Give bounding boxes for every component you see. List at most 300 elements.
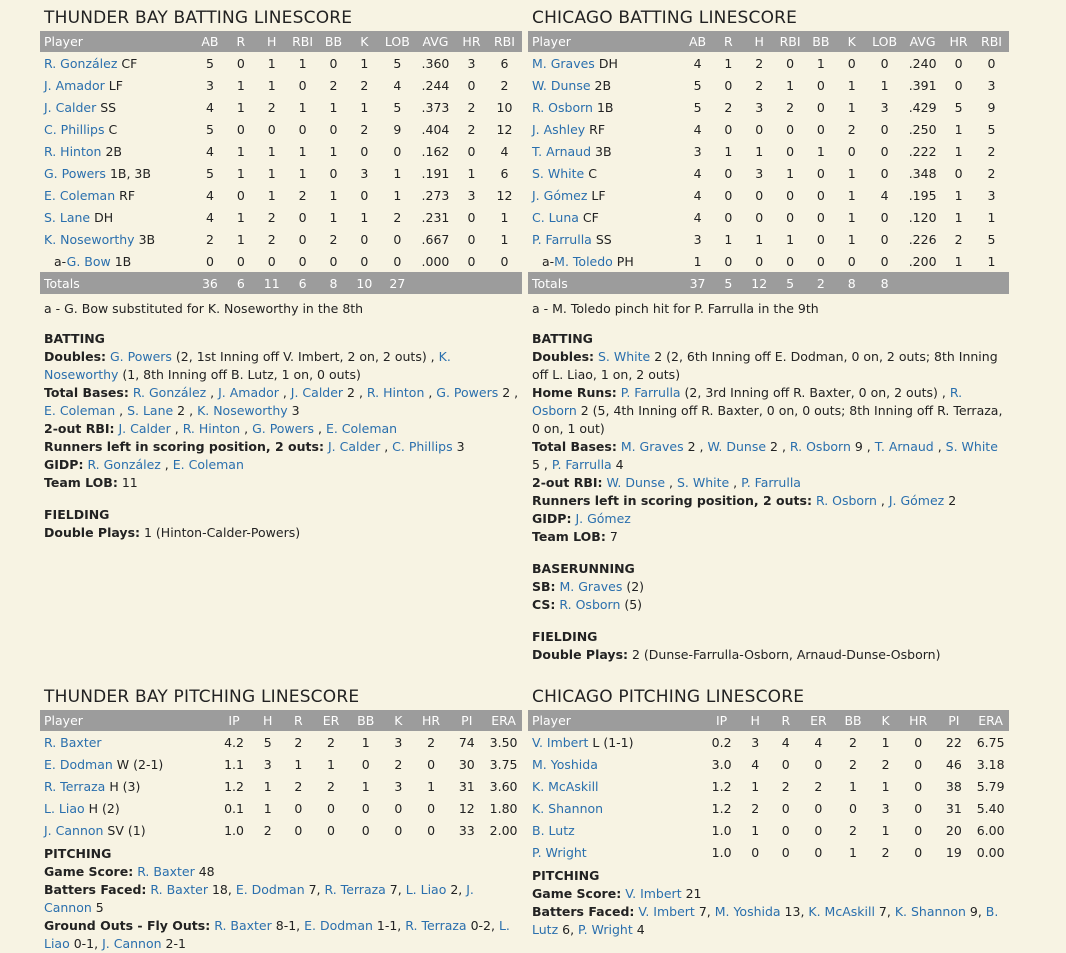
detail-line [44,384,522,420]
player-cell [40,118,194,140]
stat-cell: 38 [945,778,962,794]
stat-cell: 5 [693,99,702,115]
stat-cell: 4 [693,55,702,71]
player-link[interactable]: G. Bow [66,253,111,269]
stat-cell: .195 [908,187,937,203]
player-link[interactable]: R. Terraza [405,918,467,933]
stat-cell: 1 [954,209,963,225]
player-link[interactable]: R. Baxter [44,734,102,750]
player-cell [528,206,682,228]
player-link[interactable]: P. Farrulla [741,475,801,490]
stat-cell: 3 [693,143,702,159]
detail-text: 1 (Hinton-Calder-Powers) [144,525,301,540]
stat-cell: 1.2 [224,778,244,794]
stat-cell: 0 [755,253,764,269]
player-cell [40,206,194,228]
detail-text: , [314,421,326,436]
stat-cell: 1 [236,165,245,181]
stat-cell: 5 [987,121,996,137]
player-link[interactable]: C. Luna [532,209,579,225]
player-link[interactable]: J. Ashley [532,121,586,137]
detail-text: , [729,475,742,490]
stat-cell: 3.0 [711,756,732,772]
player-cell [40,184,194,206]
stat-cell: 4 [814,734,823,750]
detail-label: Double Plays: [44,525,141,540]
detail-text: 2 [944,493,957,508]
player-link[interactable]: V. Imbert [532,734,589,750]
player-link[interactable]: R. Baxter [150,882,208,897]
stat-cell: 0.2 [711,734,732,750]
player-link[interactable]: R. Terraza [44,778,106,794]
stat-cell: 19 [945,844,962,860]
stat-cell: .226 [908,231,937,247]
player-link[interactable]: W. Dunse [532,77,591,93]
player-cell [40,797,216,819]
stat-cell: .200 [908,253,937,269]
player-link[interactable]: J. Cannon [44,882,474,915]
player-link[interactable]: J. Calder [327,439,381,454]
stat-cell: 2 [427,734,436,750]
player-link[interactable]: B. Lutz [532,822,575,838]
stat-cell: 0 [880,165,889,181]
detail-line [44,474,522,492]
stat-cell: .240 [908,55,937,71]
column-header: AB [201,34,219,49]
stat-cell: 0 [786,253,795,269]
player-link[interactable]: J. Calder [290,385,344,400]
player-link[interactable]: K. Shannon [894,904,966,919]
player-link[interactable]: S. Lane [127,403,174,418]
detail-text: 2 (Dunse-Farrulla-Osborn, Arnaud-Dunse-Osborn) [632,647,941,662]
stat-cell: 1 [954,121,963,137]
stat-cell: 4 [693,187,702,203]
table-row [40,52,522,74]
stat-cell: 31 [945,800,962,816]
column-header: BB [812,34,830,49]
stat-cell: 4 [880,187,889,203]
detail-text: (2) [622,579,645,594]
detail-line [532,578,1009,596]
detail-text: , [206,385,219,400]
stat-cell: 1 [298,55,307,71]
player-link[interactable]: P. Wright [532,844,587,860]
player-link[interactable]: J. Gómez [888,493,945,508]
column-header: Player [532,34,571,49]
player-link[interactable]: R. Baxter [214,918,272,933]
stat-cell: 0 [298,121,307,137]
player-link[interactable]: E. Dodman [304,918,373,933]
stat-cell: 0.1 [224,800,244,816]
detail-text: 2 , [173,403,198,418]
stat-cell: 4 [693,209,702,225]
player-link[interactable]: E. Dodman [235,882,305,897]
stat-cell: 0 [755,209,764,225]
stat-cell: 2 [881,756,890,772]
player-link[interactable]: L. Liao [44,800,85,816]
player-position: H (2) [88,800,120,816]
stat-cell: 4 [781,734,790,750]
detail-label: SB: [532,579,556,594]
chicago-batting-details [532,330,1009,664]
stat-cell: 0 [914,844,923,860]
player-cell [528,184,682,206]
column-header: R [293,713,303,728]
stat-cell: 5 [205,165,214,181]
stat-cell: 1 [360,99,369,115]
column-header: LOB [384,34,410,49]
column-header: H [754,34,764,49]
stat-cell: 0 [298,77,307,93]
player-cell [40,74,194,96]
stat-cell: 1 [816,143,825,159]
player-link[interactable]: M. Graves [559,579,623,594]
player-cell [40,731,216,753]
stat-cell: 0 [880,143,889,159]
table-row [528,228,1009,250]
stat-cell: 2 [954,231,963,247]
stat-cell: 0 [327,800,335,816]
table-row [40,184,522,206]
stat-cell: 2 [267,209,276,225]
stat-cell: 3 [205,77,214,93]
detail-text: 21 [681,886,702,901]
player-link[interactable]: J. Amador [44,77,105,93]
player-link[interactable]: R. Osborn [815,493,877,508]
table-row [528,753,1009,775]
player-link[interactable]: K. Noseworthy [44,349,451,382]
column-header: K [394,713,403,728]
stat-cell: 0 [814,844,823,860]
player-link[interactable]: M. Yoshida [714,904,781,919]
stat-cell: 1 [755,231,764,247]
player-link[interactable]: M. Yoshida [532,756,598,772]
player-link[interactable]: K. Noseworthy [44,231,135,247]
player-link[interactable]: R. González [132,385,207,400]
player-cell [528,74,682,96]
table-row [40,819,522,841]
table-row [40,118,522,140]
stat-cell: 1 [847,209,856,225]
column-header: Player [44,34,83,49]
player-link[interactable]: M. Toledo [554,253,613,269]
stat-cell: 12 [496,187,513,203]
player-link[interactable]: R. Osborn [532,385,963,418]
stat-cell: .244 [421,77,450,93]
stat-cell: 0 [724,77,733,93]
table-row [40,228,522,250]
column-header: H [263,713,273,728]
stat-cell: 4 [205,209,214,225]
player-position: C [108,121,118,137]
player-cell [40,228,194,250]
stat-cell: 0 [786,187,795,203]
stat-cell: 0 [236,55,245,71]
stat-cell: 4 [205,187,214,203]
player-link[interactable]: S. White [676,475,730,490]
stat-cell: 0 [880,209,889,225]
player-link[interactable]: W. Dunse [606,475,666,490]
stat-cell: 3 [751,734,760,750]
player-cell [40,140,194,162]
stat-cell: 2 [267,99,276,115]
player-link[interactable]: E. Dodman [44,756,113,772]
player-link[interactable]: M. Graves [620,439,684,454]
totals-row [40,272,522,294]
player-link[interactable]: S. White [945,439,998,454]
detail-text: , [278,385,291,400]
player-link[interactable]: P. Farrulla [620,385,681,400]
player-link[interactable]: G. Powers [436,385,499,400]
thunder-bay-batting-details [44,330,522,542]
detail-text: 18, [207,882,236,897]
player-link[interactable]: S. White [532,165,585,181]
stat-cell: 0 [361,756,370,772]
column-header: HR [949,34,968,49]
stat-cell: 0 [467,231,476,247]
stat-cell: 0 [467,209,476,225]
stat-cell: 0 [816,187,825,203]
stat-cell: 2 [751,800,760,816]
player-link[interactable]: V. Imbert [625,886,682,901]
stat-cell: 1 [427,778,436,794]
player-link[interactable]: R. Baxter [137,864,195,879]
stat-cell: 0 [361,800,370,816]
detail-line [44,456,522,474]
detail-text: , [240,421,253,436]
stat-cell: 0 [394,800,403,816]
detail-text: 5 , [532,457,552,472]
stat-cell: 0 [298,253,307,269]
column-header: BB [844,713,862,728]
detail-line [44,881,522,917]
player-link[interactable]: R. Osborn [532,99,593,115]
player-link[interactable]: E. Coleman [44,403,116,418]
stat-cell: 0 [360,231,369,247]
chicago-batting-panel [528,8,1009,664]
player-link[interactable]: J. Gómez [575,511,631,526]
stat-cell: 1 [267,55,276,71]
detail-line [532,348,1009,384]
detail-text: 48 [194,864,215,879]
player-link[interactable]: T. Arnaud [874,439,934,454]
player-link[interactable]: L. Liao [405,882,447,897]
player-link[interactable]: G. Powers [110,349,172,364]
player-link[interactable]: J. Amador [218,385,279,400]
player-link[interactable]: K. Noseworthy [197,403,288,418]
player-position: DH [598,55,618,71]
stat-cell: 1.0 [711,844,732,860]
player-link[interactable]: V. Imbert [638,904,695,919]
stat-cell: 1 [847,165,856,181]
stat-cell: 2 [987,165,996,181]
player-link[interactable]: G. Powers [252,421,315,436]
stat-cell: 0 [786,143,795,159]
stat-cell: 5 [987,231,996,247]
player-link[interactable]: M. Graves [532,55,595,71]
stat-cell: 12 [496,121,513,137]
stat-cell: 0 [236,187,245,203]
stat-cell: 0 [816,253,825,269]
stat-cell: 5 [205,121,214,137]
player-cell [528,162,682,184]
player-cell [40,753,216,775]
stat-cell: 1 [467,165,476,181]
detail-text: , [160,457,173,472]
detail-text: (1, 8th Inning off B. Lutz, 1 on, 0 outs) [118,367,361,382]
detail-line [532,528,1009,546]
column-header: BB [357,713,375,728]
stat-cell: 1 [361,734,370,750]
stat-cell: 5 [393,55,402,71]
player-link[interactable]: E. Coleman [325,421,398,436]
player-link[interactable]: J. Calder [44,99,97,115]
stat-cell: 2 [294,734,303,750]
player-link[interactable]: B. Lutz [532,904,999,937]
detail-line [532,492,1009,510]
stat-cell: .667 [421,231,450,247]
section-heading: BATTING [532,331,593,346]
stat-cell: .391 [908,77,937,93]
stat-cell: 1 [724,55,733,71]
detail-line [532,596,1009,614]
stat-cell: 0 [914,756,923,772]
stat-cell: 4 [751,756,760,772]
chicago-pitching-panel [528,687,1009,939]
player-link[interactable]: G. Powers [44,165,106,181]
player-link[interactable]: R. Osborn [789,439,851,454]
stat-cell: 1 [987,209,996,225]
stat-cell: 1 [755,143,764,159]
stat-cell: 4 [693,121,702,137]
detail-label: Doubles: [44,349,107,364]
stat-cell: 0 [329,253,338,269]
stat-cell: 0 [816,121,825,137]
player-link[interactable]: R. Terraza [324,882,386,897]
stat-cell: 3 [467,55,476,71]
player-link[interactable]: R. Hinton [366,385,425,400]
player-position: 2B [594,77,612,93]
player-link[interactable]: K. McAskill [532,778,599,794]
totals-cell: 6 [236,275,245,291]
player-cell [528,118,682,140]
player-link[interactable]: P. Farrulla [551,457,612,472]
player-link[interactable]: P. Farrulla [532,231,592,247]
detail-line [532,903,1009,939]
stat-cell: 0 [327,822,335,838]
stat-cell: 1 [954,253,963,269]
player-link[interactable]: P. Wright [578,922,633,937]
stat-cell: 1 [236,231,245,247]
player-link[interactable]: W. Dunse [707,439,767,454]
detail-text: 11 [121,475,138,490]
player-link[interactable]: C. Phillips [392,439,453,454]
player-link[interactable]: K. Shannon [532,800,604,816]
detail-line [532,438,1009,474]
stat-cell: 0 [880,231,889,247]
player-link[interactable]: T. Arnaud [532,143,592,159]
player-link[interactable]: J. Cannon [44,822,104,838]
player-link[interactable]: S. Lane [44,209,91,225]
stat-cell: 2 [360,121,369,137]
stat-cell: 4 [205,143,214,159]
stat-cell: 3 [693,231,702,247]
stat-cell: 0 [849,800,857,816]
stat-cell: 5 [693,77,702,93]
detail-text: 0-1, [69,936,103,951]
stat-cell: 1.1 [224,756,244,772]
player-link[interactable]: E. Coleman [172,457,244,472]
player-link[interactable]: J. Cannon [102,936,162,951]
stat-cell: 1 [881,822,890,838]
detail-label: 2-out RBI: [532,475,603,490]
stat-cell: 30 [458,756,475,772]
detail-text: 2 (2, 6th Inning off E. Dodman, 0 on, 2 outs; 8th Inning off L. Liao, 1 on, 2 outs) [532,349,998,382]
stat-cell: 0 [724,165,733,181]
player-link[interactable]: K. McAskill [808,904,875,919]
stat-cell: 1.2 [711,800,732,816]
player-link[interactable]: L. Liao [44,918,510,951]
player-link[interactable]: R. González [87,457,161,472]
detail-text: 7 [609,529,618,544]
player-link[interactable]: C. Phillips [44,121,105,137]
stat-cell: 6 [500,55,509,71]
player-link[interactable]: E. Coleman [44,187,116,203]
detail-label: Ground Outs - Fly Outs: [44,918,211,933]
stat-cell: 2 [267,231,276,247]
detail-text: (2, 3rd Inning off R. Baxter, 0 on, 2 outs) , [680,385,950,400]
player-link[interactable]: S. White [598,349,651,364]
stat-cell: 2 [786,99,795,115]
table-row [528,797,1009,819]
player-link[interactable]: R. Hinton [182,421,241,436]
table-row [528,184,1009,206]
stat-cell: .120 [908,209,937,225]
stat-cell: 1 [500,209,509,225]
detail-text: 6, [558,922,579,937]
column-header: ER [810,713,827,728]
detail-text: , [115,403,128,418]
stat-cell: 12 [458,800,475,816]
stat-cell: 1 [329,143,338,159]
player-link[interactable]: R. Hinton [44,143,102,159]
stat-cell: .373 [421,99,450,115]
column-header: K [847,34,856,49]
player-link[interactable]: R. Osborn [559,597,621,612]
detail-text: 7, [694,904,715,919]
stat-cell: 1 [236,143,245,159]
stat-cell: 1 [881,778,890,794]
player-link[interactable]: J. Gómez [532,187,588,203]
stat-cell: 9 [393,121,402,137]
player-link[interactable]: J. Calder [118,421,171,436]
stat-cell: 0 [880,253,889,269]
totals-label: Totals [44,275,80,291]
column-header: HR [462,34,481,49]
stat-cell: 1.0 [711,822,732,838]
stat-cell: 1 [361,778,370,794]
detail-text: , [380,439,393,454]
stat-cell: 1 [263,778,272,794]
stat-cell: 1 [329,99,338,115]
table-row [40,96,522,118]
section-heading: FIELDING [532,629,598,644]
column-header: RBI [779,34,801,49]
stat-cell: 2 [500,77,509,93]
table-row [40,731,522,753]
stat-cell: 1 [849,844,857,860]
player-link[interactable]: R. González [44,55,118,71]
